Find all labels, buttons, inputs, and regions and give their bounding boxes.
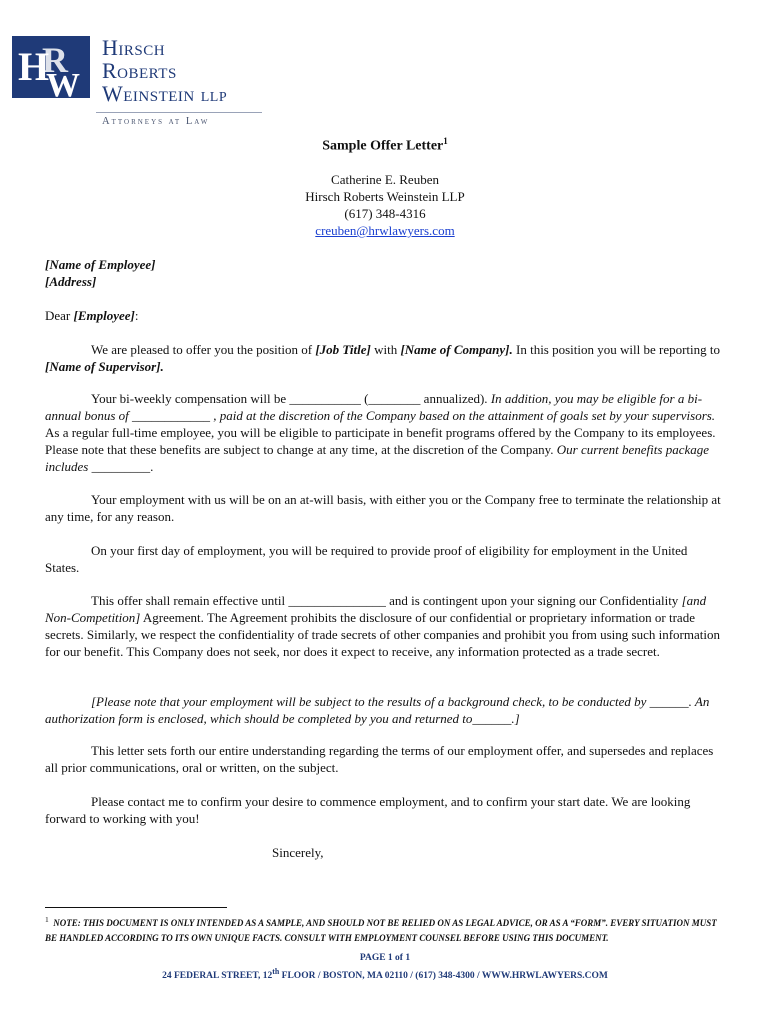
page-number: PAGE 1 of 1 bbox=[359, 953, 411, 963]
p5-text-c: Agreement. The Agreement prohibits the disclosure of our confidential or proprietary information or trade secrets. Similarly, we respect the confidentiality of trade secrets of other companies and prohibit you from using such information for our benefit. This Company does not seek, nor does it expect to receive, any information protected as a trade secret. bbox=[45, 610, 720, 659]
salutation-name: [Employee] bbox=[73, 308, 135, 323]
letter-title-text: Sample Offer Letter bbox=[322, 138, 444, 154]
sender-firm: Hirsch Roberts Weinstein LLP bbox=[305, 189, 465, 204]
p2-text-a: Your bi-weekly compensation will be ___________ (________ annualized). bbox=[91, 391, 491, 406]
footer-address-b: FLOOR / BOSTON, MA 02110 / (617) 348-4300 / WWW.HRWLAWYERS.COM bbox=[279, 971, 608, 982]
footnote bbox=[45, 912, 725, 946]
p5-noncompetition-text: [and Non-Competition] bbox=[45, 593, 707, 625]
p2-text-c: As a regular full-time employee, you will be eligible to participate in benefit programs offered by the Company to its employees. Please note that these benefits are subject to change at any time, at the discretion of the Company. bbox=[45, 425, 716, 457]
svg-text:R: R bbox=[42, 40, 68, 80]
p2-bonus-text: In addition, you may be eligible for a bi-annual bonus of ____________ , paid at the discretion of the Company based on the attainment of goals set by your supervisors. bbox=[45, 391, 716, 423]
logo-divider bbox=[96, 112, 262, 113]
firm-name-line-2: Roberts bbox=[102, 58, 177, 83]
p2-benefits-text: Our current benefits package includes bbox=[45, 442, 710, 474]
paragraph-entire-understanding: This letter sets forth our entire understanding regarding the terms of our employment offer, and supersedes and replaces all prior communications, oral or written, on the subject. bbox=[45, 743, 714, 775]
salutation-prefix: Dear bbox=[45, 308, 74, 323]
footnote-divider bbox=[45, 907, 227, 908]
recipient-address: [Address] bbox=[45, 274, 97, 289]
p5-text-a: This offer shall remain effective until _______________ and is contingent upon your signing our Confidentiality bbox=[91, 593, 682, 608]
paragraph-at-will: Your employment with us will be on an at-will basis, with either you or the Company free to terminate the relationship at any time, for any reason. bbox=[45, 492, 721, 524]
firm-name-line-1: Hirsch bbox=[102, 35, 166, 60]
paragraph-position bbox=[45, 341, 721, 375]
job-title-placeholder: [Job Title] bbox=[315, 342, 371, 357]
sender-phone: (617) 348-4316 bbox=[344, 206, 426, 221]
firm-llp: LLP bbox=[200, 90, 228, 105]
p1-text-b: with bbox=[370, 342, 401, 357]
sender-block bbox=[0, 171, 770, 239]
footer-address-a: 24 FEDERAL STREET, 12 bbox=[162, 971, 273, 982]
paragraph-contact: Please contact me to confirm your desire to commence employment, and to confirm your start date. We are looking forward to working with you! bbox=[45, 794, 691, 826]
footer-address bbox=[0, 967, 770, 981]
firm-name bbox=[102, 36, 227, 109]
supervisor-placeholder: [Name of Supervisor]. bbox=[45, 359, 164, 374]
p1-text-c: In this position you will be reporting to bbox=[512, 342, 721, 357]
firm-logo bbox=[12, 36, 262, 132]
sender-email-link[interactable]: creuben@hrwlawyers.com bbox=[315, 223, 455, 238]
recipient-block bbox=[45, 256, 721, 290]
salutation bbox=[45, 307, 721, 324]
paragraph-eligibility: On your first day of employment, you will be required to provide proof of eligibility for employment in the United States. bbox=[45, 543, 688, 575]
svg-text:H: H bbox=[18, 44, 50, 89]
closing: Sincerely, bbox=[272, 845, 324, 860]
paragraph-confidentiality bbox=[45, 592, 721, 660]
p1-text-a: We are pleased to offer you the position of bbox=[91, 342, 316, 357]
footnote-text: NOTE: THIS DOCUMENT IS ONLY INTENDED AS A SAMPLE, AND SHOULD NOT BE RELIED ON AS LEGAL ADVICE, OR AS A “FORM”. EVERY SITUATION MUST BE HANDLED ACCORDING TO ITS OWN UNIQUE FACTS. CONSULT WITH EMPLOYMENT COUNSEL BEFORE USING THIS DOCUMENT. bbox=[45, 918, 717, 943]
letter-title bbox=[0, 136, 770, 155]
firm-name-line-3: Weinstein bbox=[102, 81, 195, 106]
company-name-placeholder: [Name of Company]. bbox=[400, 342, 513, 357]
footer-address-sup: th bbox=[272, 967, 280, 976]
title-footnote-mark[interactable]: 1 bbox=[443, 136, 448, 146]
paragraph-background-check: [Please note that your employment will be subject to the results of a background check, to be conducted by ______. An authorization form is enclosed, which should be completed by you and returned to______.] bbox=[45, 694, 710, 726]
hrw-logo-mark-icon bbox=[12, 36, 90, 98]
sender-name: Catherine E. Reuben bbox=[331, 172, 439, 187]
svg-text:W: W bbox=[46, 67, 80, 98]
salutation-suffix: : bbox=[134, 308, 139, 323]
recipient-name: [Name of Employee] bbox=[45, 257, 156, 272]
p2-text-e: _________. bbox=[88, 459, 154, 474]
paragraph-compensation bbox=[45, 390, 721, 475]
firm-tagline: Attorneys at Law bbox=[102, 116, 210, 127]
footnote-mark: 1 bbox=[45, 915, 49, 924]
